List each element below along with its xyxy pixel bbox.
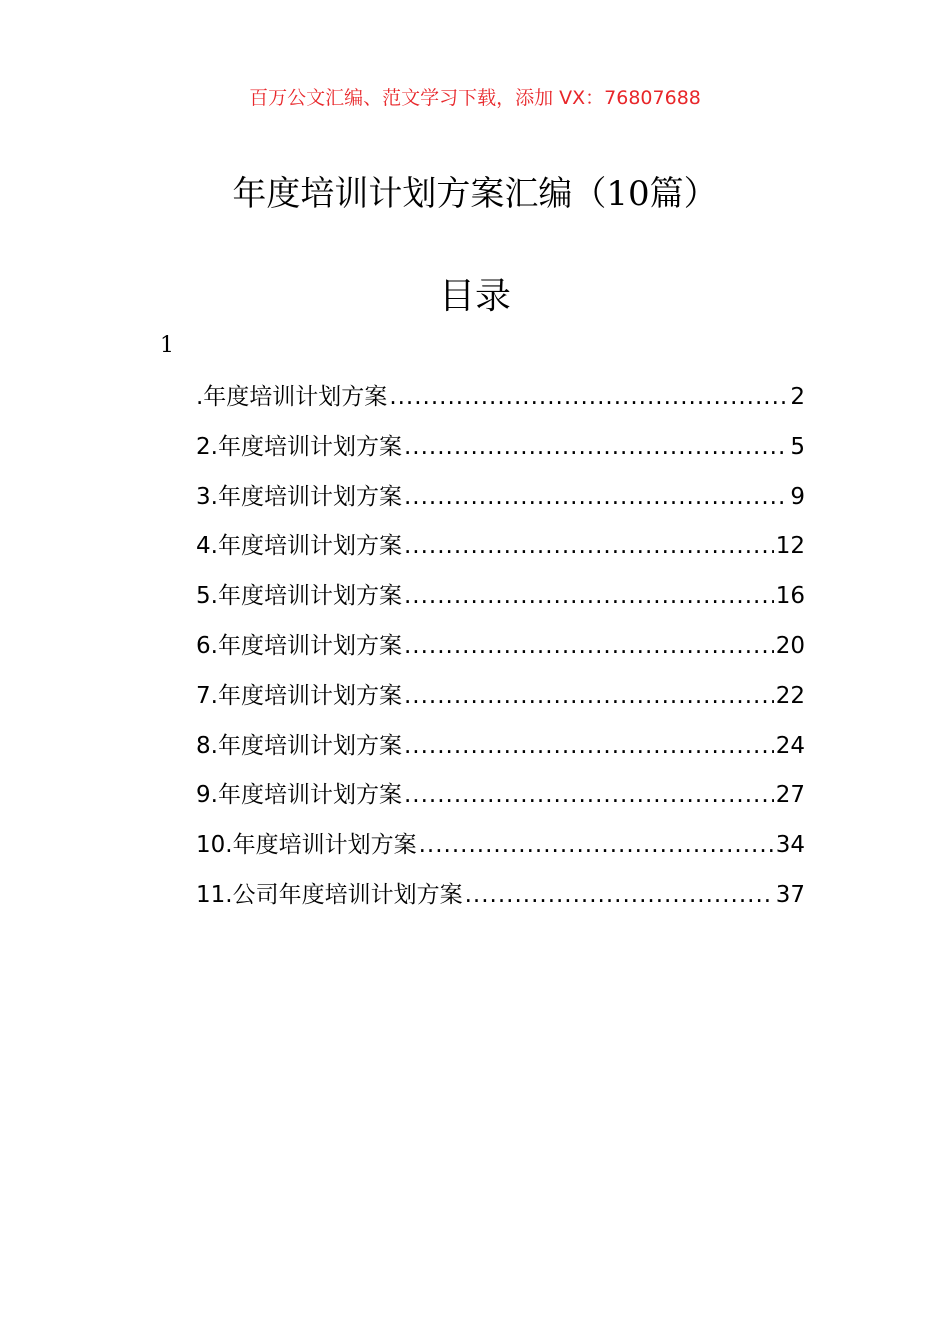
toc-entry-page: 27 bbox=[775, 782, 805, 809]
header-banner: 百万公文汇编、范文学习下载，添加 VX：76807688 bbox=[249, 87, 701, 109]
toc-entry[interactable] bbox=[196, 622, 805, 672]
toc-dot-leader bbox=[404, 522, 774, 572]
toc-entry[interactable] bbox=[196, 522, 805, 572]
toc-entry-label: 10.年度培训计划方案 bbox=[196, 832, 417, 859]
toc-heading: 目录 bbox=[438, 276, 511, 317]
toc-entry-page: 24 bbox=[775, 732, 805, 759]
toc-entry-label: .年度培训计划方案 bbox=[196, 384, 388, 410]
toc-dot-leader bbox=[404, 771, 774, 821]
toc-dot-leader bbox=[404, 473, 788, 523]
toc-entry-page: 34 bbox=[775, 832, 805, 859]
toc-entry-page: 9 bbox=[790, 483, 805, 510]
toc-entry[interactable] bbox=[196, 871, 805, 921]
toc-entry[interactable] bbox=[196, 572, 805, 622]
toc-dot-leader bbox=[404, 572, 774, 622]
toc-dot-leader bbox=[404, 722, 774, 772]
toc-entry-page: 5 bbox=[790, 433, 805, 460]
toc-entry[interactable] bbox=[196, 821, 805, 871]
toc-entry-label: 8.年度培训计划方案 bbox=[196, 732, 402, 759]
toc-entry-label: 3.年度培训计划方案 bbox=[196, 483, 402, 510]
toc-entry-page: 22 bbox=[775, 682, 805, 709]
toc-entry-page: 20 bbox=[775, 632, 805, 659]
toc-entry-label: 11.公司年度培训计划方案 bbox=[196, 881, 463, 908]
toc-entry-page: 16 bbox=[775, 583, 805, 610]
toc-entry[interactable] bbox=[196, 771, 805, 821]
toc-dot-leader bbox=[404, 672, 774, 722]
toc-entry[interactable] bbox=[196, 722, 805, 772]
toc-entry-label: 5.年度培训计划方案 bbox=[196, 583, 402, 610]
title-suffix: 篇） bbox=[649, 174, 718, 214]
document-title bbox=[0, 170, 950, 218]
toc-entry-label: 9.年度培训计划方案 bbox=[196, 782, 402, 809]
toc-dot-leader bbox=[404, 423, 788, 473]
toc-entry[interactable] bbox=[196, 373, 805, 423]
toc-dot-leader bbox=[404, 622, 774, 672]
toc-entry-label: 6.年度培训计划方案 bbox=[196, 632, 402, 659]
toc-entry[interactable] bbox=[196, 672, 805, 722]
title-number: 10 bbox=[606, 174, 650, 214]
toc-entry-page: 12 bbox=[775, 533, 805, 560]
title-prefix: 年度培训计划方案汇编（ bbox=[232, 174, 607, 214]
toc-stray-number: 1 bbox=[160, 333, 174, 358]
toc-entry-page: 2 bbox=[790, 384, 805, 410]
toc-dot-leader bbox=[389, 373, 788, 423]
toc-dot-leader bbox=[419, 821, 774, 871]
toc-dot-leader bbox=[465, 871, 774, 921]
toc-entry-label: 7.年度培训计划方案 bbox=[196, 682, 402, 709]
toc-entry[interactable] bbox=[196, 423, 805, 473]
toc-entry-label: 2.年度培训计划方案 bbox=[196, 433, 402, 460]
toc-list bbox=[196, 373, 805, 921]
toc-entry-page: 37 bbox=[775, 881, 805, 908]
toc-entry-label: 4.年度培训计划方案 bbox=[196, 533, 402, 560]
toc-entry[interactable] bbox=[196, 473, 805, 523]
